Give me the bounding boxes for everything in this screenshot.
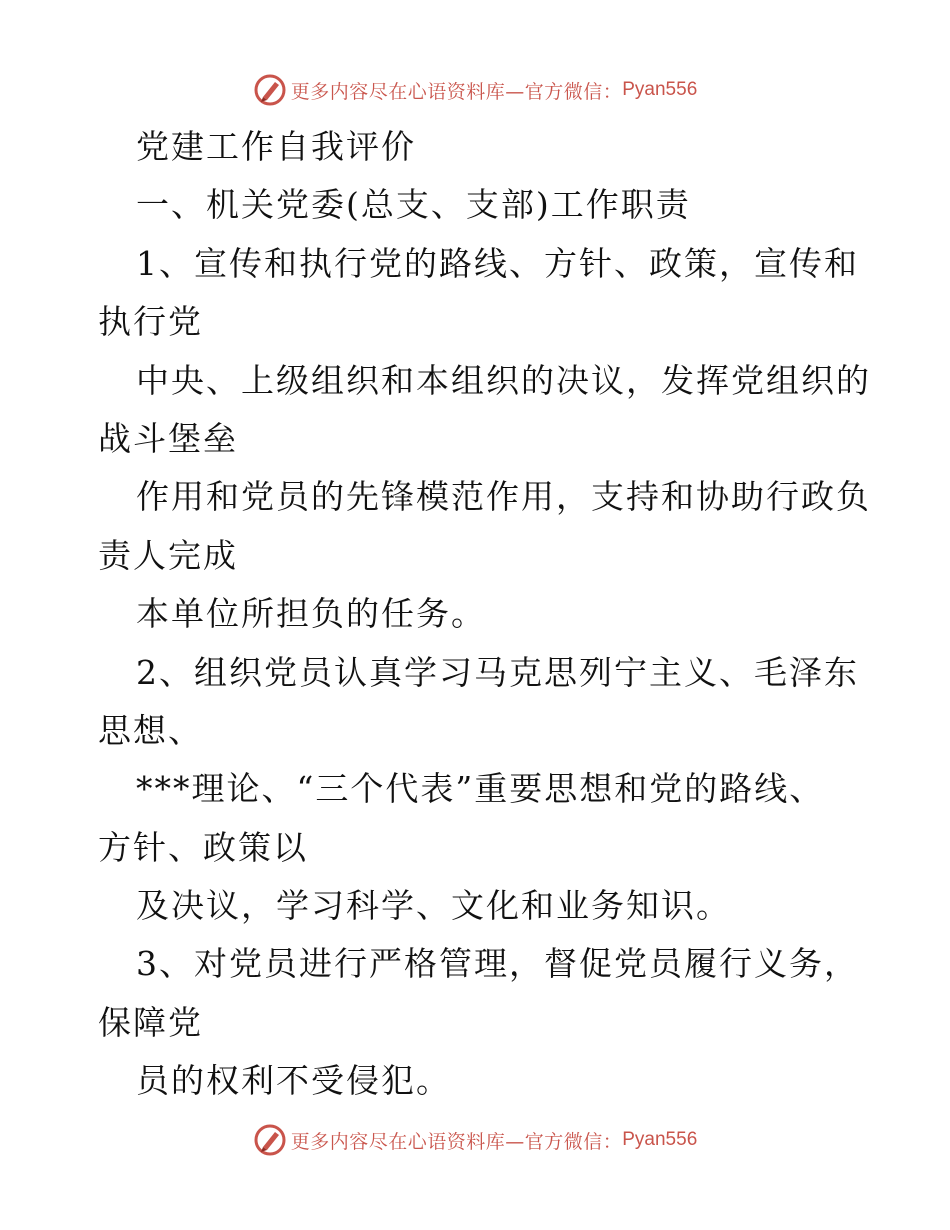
banner-text: 更多内容尽在心语资料库—官方微信：	[290, 80, 623, 103]
banner-wechat-id: Pyan556	[622, 1129, 698, 1150]
paragraph-line: 一、机关党委(总支、支部)工作职责	[136, 185, 691, 225]
paragraph-line: 1、宣传和执行党的路线、方针、政策，宣传和	[136, 243, 859, 283]
paragraph-line: 员的权利不受侵犯。	[136, 1061, 451, 1101]
paragraph-line: 执行党	[98, 302, 203, 342]
paragraph-line: 及决议，学习科学、文化和业务知识。	[136, 886, 731, 926]
paragraph-line: 3、对党员进行严格管理，督促党员履行义务，	[136, 944, 859, 984]
paragraph-line: 本单位所担负的任务。	[136, 594, 486, 634]
paragraph-line: 保障党	[98, 1002, 203, 1042]
paragraph-line: 中央、上级组织和本组织的决议，发挥党组织的	[136, 360, 871, 400]
banner-wechat-id: Pyan556	[622, 79, 698, 100]
paragraph-line: 战斗堡垒	[98, 418, 238, 458]
document-title: 党建工作自我评价	[136, 127, 416, 166]
document-body	[98, 118, 878, 1111]
pen-logo-icon	[253, 73, 287, 107]
paragraph-line: 作用和党员的先锋模范作用，支持和协助行政负	[136, 477, 871, 517]
paragraph-line: 思想、	[98, 710, 203, 750]
pen-logo-icon	[253, 1123, 287, 1157]
paragraph-line: ***理论、“三个代表”重要思想和党的路线、	[136, 769, 825, 809]
banner-text: 更多内容尽在心语资料库—官方微信：	[290, 1130, 623, 1153]
paragraph-line: 方针、政策以	[98, 827, 308, 867]
header-watermark	[0, 72, 950, 108]
paragraph-line: 责人完成	[98, 535, 238, 575]
paragraph-line: 2、组织党员认真学习马克思列宁主义、毛泽东	[136, 652, 859, 692]
footer-watermark	[0, 1122, 950, 1158]
